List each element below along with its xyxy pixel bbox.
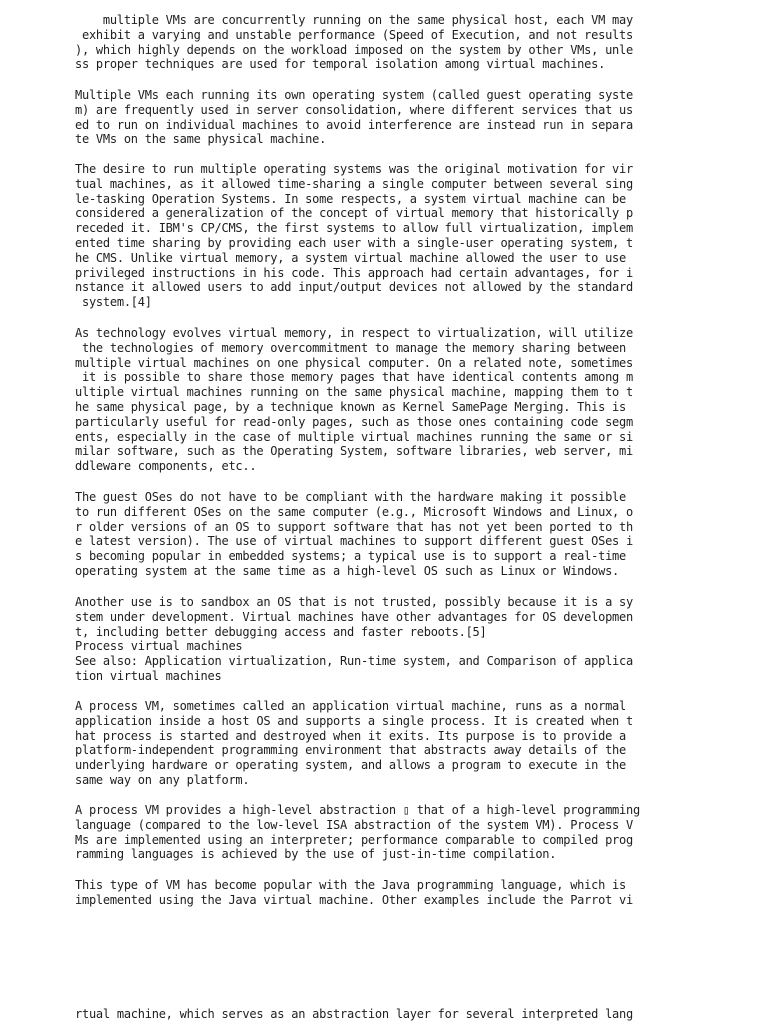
paragraph-multiple-os-history: The desire to run multiple operating systems was the original motivation for vir tual machines, as it allowed time-sharing a single computer between several sing le-tasking Operation Systems. In some respects, a system virtual machine can be considered a generalization of the concept of virtual memory that historically p receded it. IBM's CP/CMS, the first systems to allow full virtualization, implem ented time sharing by providing each user with a single-user operating system, t he CMS. Unlike virtual memory, a system virtual machine allowed the user to use privileged instructions in his code. This approach had certain advantages, for i nstance it allowed users to add input/output devices not allowed by the standard system.[4] — [75, 162, 633, 310]
paragraph-guest-oses: The guest OSes do not have to be compliant with the hardware making it possible to run different OSes on the same computer (e.g., Microsoft Windows and Linux, o r older versions of an OS to support software that has not yet been ported to th e latest version). The use of virtual machines to support different guest OSes i s becoming popular in embedded systems; a typical use is to support a real-time operating system at the same time as a high-level OS such as Linux or Windows. — [75, 490, 633, 578]
paragraph-process-vm: A process VM, sometimes called an application virtual machine, runs as a normal application inside a host OS and supports a single process. It is created when t hat process is started and destroyed when it exits. Its purpose is to provide a platform-independent programming environment that abstracts away details of the underlying hardware or operating system, and allows a program to execute in the same way on any platform. — [75, 699, 633, 787]
paragraph-server-consolidation: Multiple VMs each running its own operating system (called guest operating syste m) are frequently used in server consolidation, where different services that us ed to run on individual machines to avoid interference are instead run in separa te VMs on the same physical machine. — [75, 88, 633, 147]
paragraph-vm-performance: multiple VMs are concurrently running on the same physical host, each VM may exhibit a varying and unstable performance (Speed of Execution, and not results ), which highly depends on the workload imposed on the system by other VMs, unle ss proper techniques are used for temporal isolation among virtual machines. — [75, 13, 633, 72]
paragraph-sandbox-and-section: Another use is to sandbox an OS that is not trusted, possibly because it is a sy stem under development. Virtual machines have other advantages for OS developmen t, including better debugging access and faster reboots.[5] Process virtual machines See also: Application virtualization, Run-time system, and Comparison of applica tion virtual machines — [75, 595, 633, 683]
paragraph-memory-overcommitment: As technology evolves virtual memory, in respect to virtualization, will utilize the technologies of memory overcommitment to manage the memory sharing between multiple virtual machines on one physical computer. On a related note, sometimes it is possible to share those memory pages that have identical contents among m ultiple virtual machines running on the same physical machine, mapping them to t he same physical page, by a technique known as Kernel SamePage Merging. This is particularly useful for read-only pages, such as those ones containing code segm ents, especially in the case of multiple virtual machines running the same or si milar software, such as the Operating System, software libraries, web server, mi ddleware components, etc.. — [75, 326, 633, 474]
paragraph-continuation: rtual machine, which serves as an abstraction layer for several interpreted lang — [75, 1007, 633, 1021]
paragraph-high-level-abstraction: A process VM provides a high-level abstraction ▯ that of a high-level programming language (compared to the low-level ISA abstraction of the system VM). Process V Ms are implemented using an interpreter; performance comparable to compiled prog ramming languages is achieved by the use of just-in-time compilation. — [75, 803, 640, 862]
paragraph-java-vm: This type of VM has become popular with the Java programming language, which is implemented using the Java virtual machine. Other examples include the Parrot vi — [75, 878, 633, 907]
